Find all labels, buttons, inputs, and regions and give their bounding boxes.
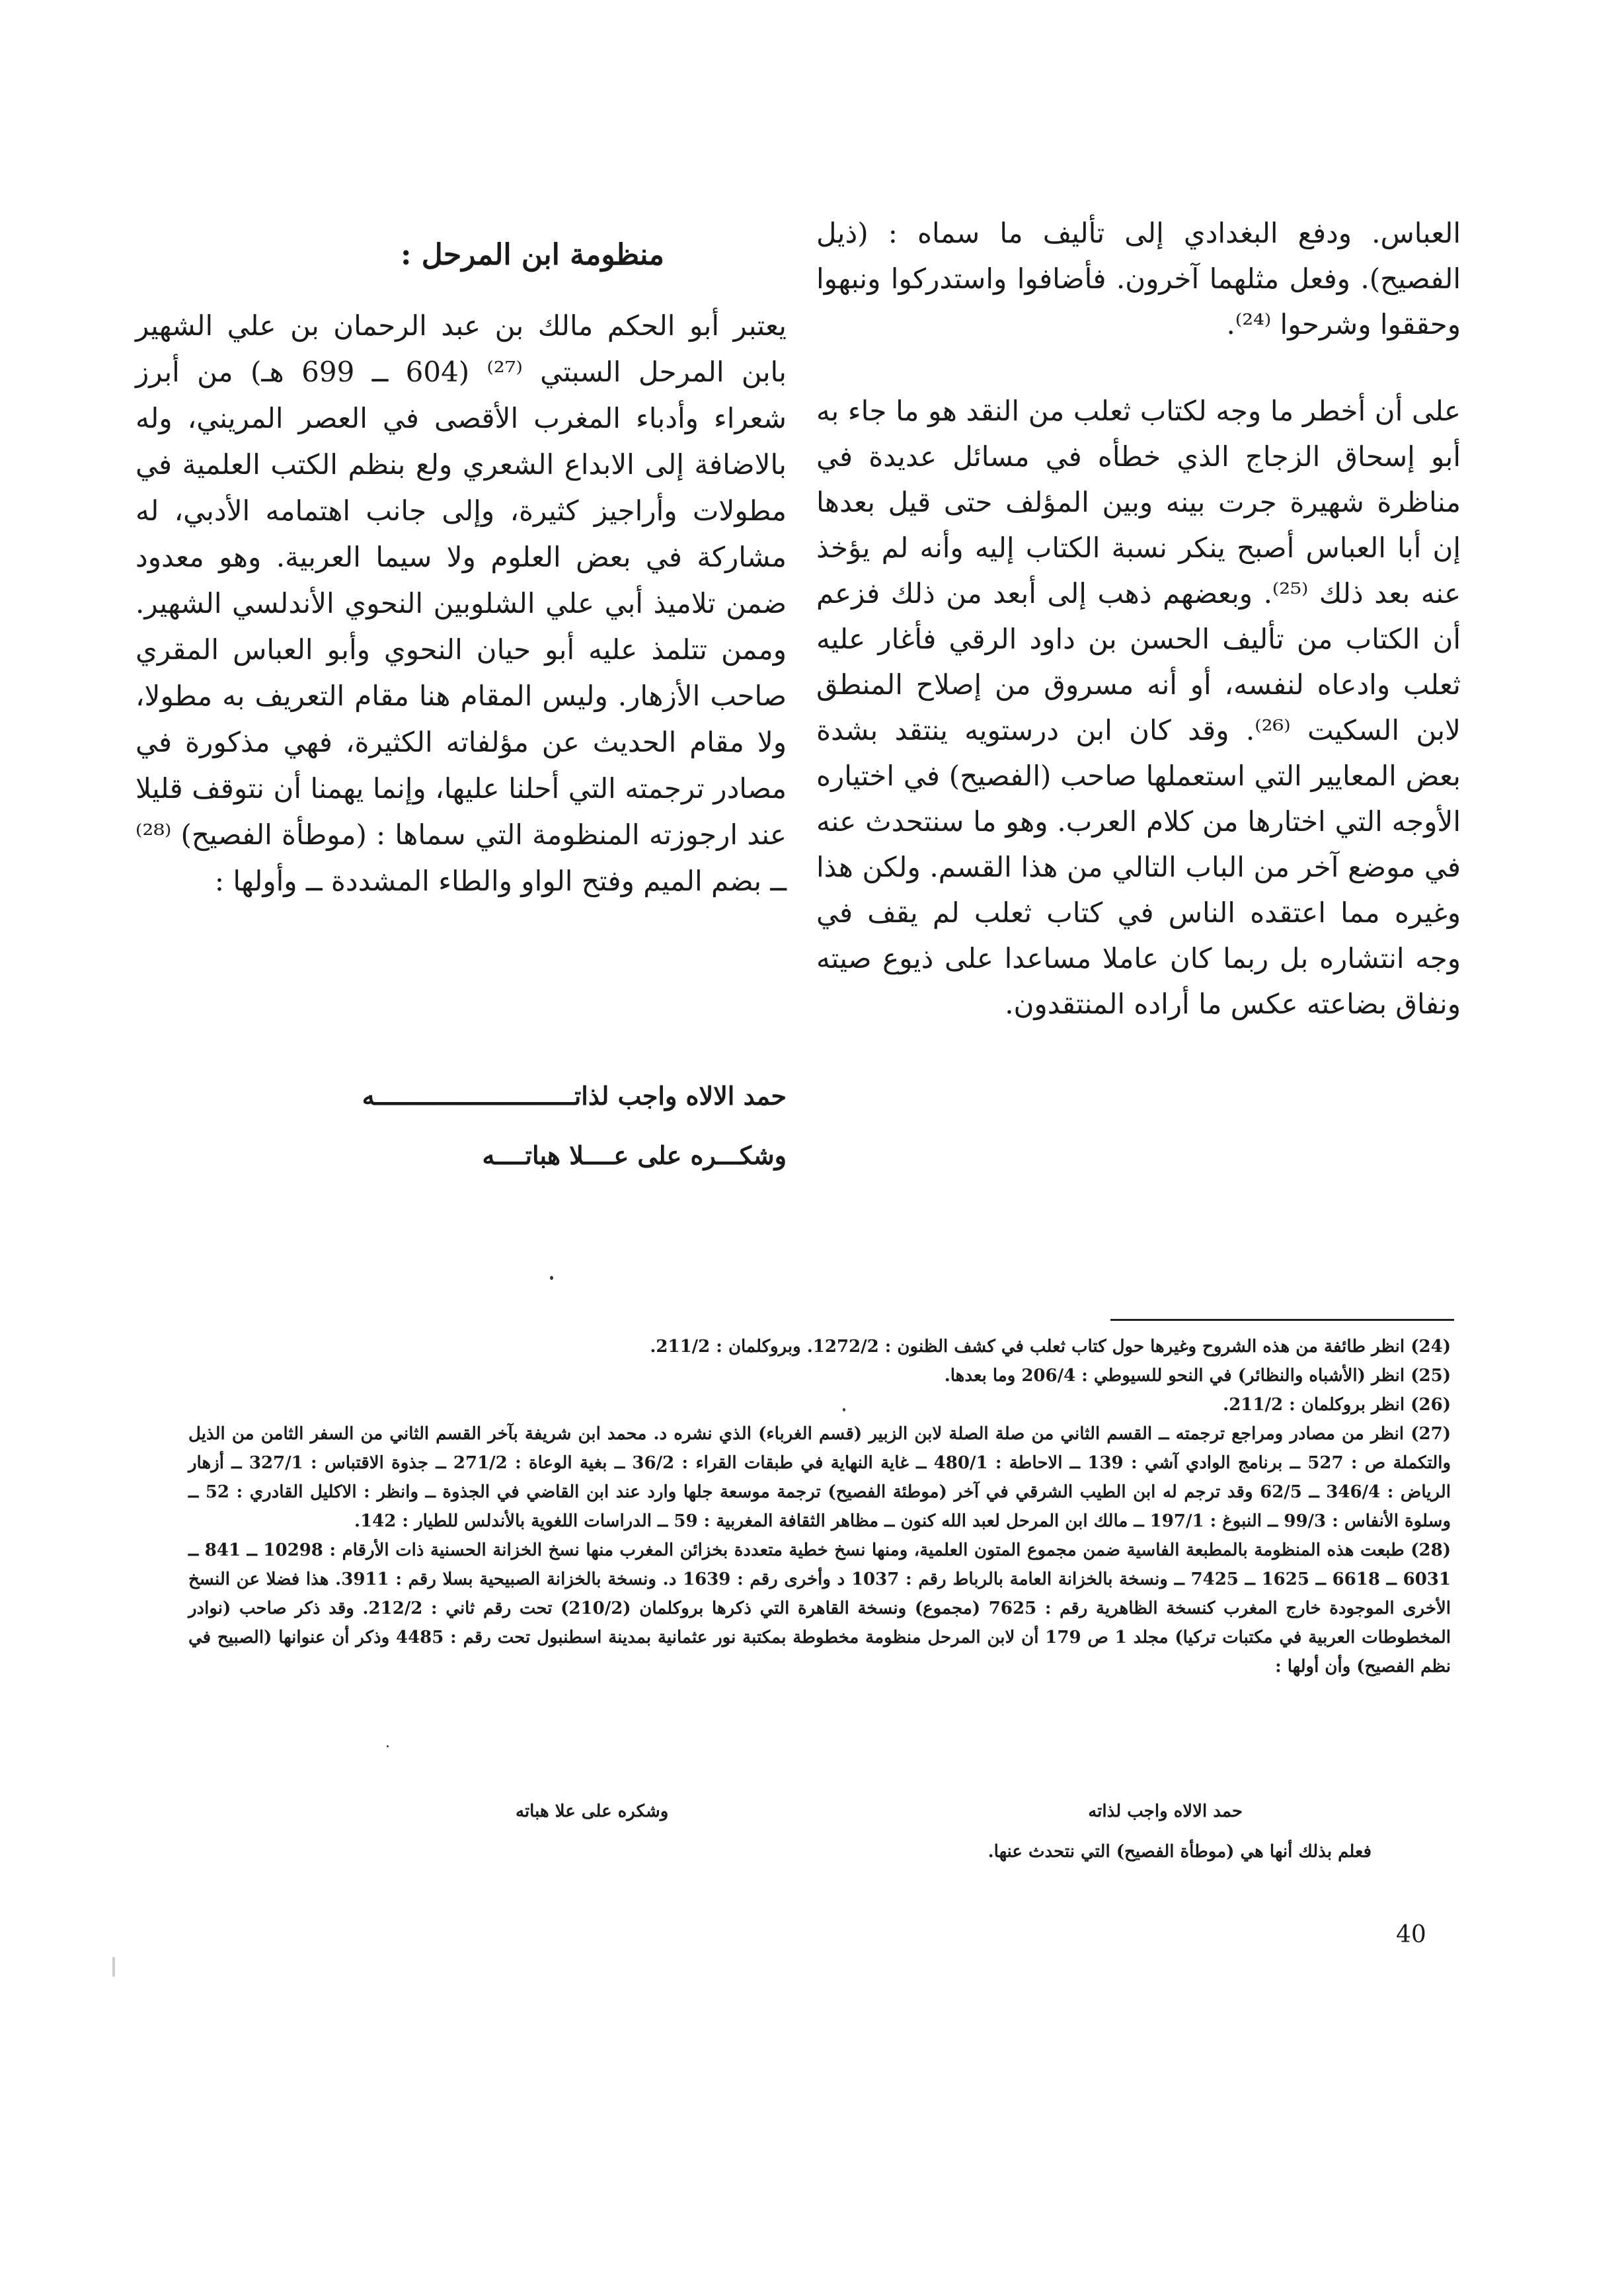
footnote-27: (27) انظر من مصادر ومراجع ترجمته ــ القسم الثاني من صلة الصلة لابن الزبير (قسم الغرباء) الذي نشره د. محمد ابن شريفة بآخر القسم الثاني من السفر الثامن من الذيل والتكملة ص : 527 ــ برنامج الوادي آشي : 139 ــ الاحاطة : 480/1 ــ غاية النهاية في طبقات القراء : 36/2 ــ بغية الوعاة : 271/2 ــ جذوة الاقتباس : 327/1 ــ أزهار الرياض : 346/4 ــ 62/5 وقد ترجم له ابن الطيب الشرقي في آخر (موطئة الفصيح) ترجمة موسعة جلها وارد عند ابن القاضي في الجذوة ــ وانظر : الاكليل القادري : 52 ــ وسلوة الأنفاس : 99/3 ــ النبوغ : 197/1 ــ مالك ابن المرحل لعبد الله كنون ــ مظاهر الثقافة المغربية : 59 ــ الدراسات اللغوية بالأندلس للطيار : 142. xyxy=(188,1424,1451,1531)
paragraph-ibn-almurahhal: يعتبر أبو الحكم مالك بن عبد الرحمان بن علي الشهير بابن المرحل السبتي ⁽²⁷⁾ (604 ــ 699 هـ) من أبرز شعراء وأدباء المغرب الأقصى في العصر المريني، وله بالاضافة إلى الابداع الشعري ولع بنظم الكتب العلمية في مطولات وأراجيز كثيرة، وإلى جانب اهتمامه الأدبي، له مشاركة في بعض العلوم ولا سيما العربية. وهو معدود ضمن تلاميذ أبي علي الشلوبين النحوي الأندلسي الشهير. وممن تتلمذ عليه أبو حيان النحوي وأبو العباس المقري صاحب الأزهار. وليس المقام هنا مقام التعريف به مطولا، ولا مقام الحديث عن مؤلفاته الكثيرة، فهي مذكورة في مصادر ترجمته التي أحلنا عليها، وإنما يهمنا أن نتوقف قليلا عند ارجوزته المنظومة التي سماها : (موطأة الفصيح) ⁽²⁸⁾ ــ بضم الميم وفتح الواو والطاء المشددة ــ وأولها : xyxy=(135,309,787,897)
footnote-25: (25) انظر (الأشباه والنظائر) في النحو للسيوطي : 206/4 وما بعدها. xyxy=(944,1366,1451,1386)
section-title: منظومة ابن المرحل : xyxy=(401,238,664,272)
verse-line-1-kashida: ـــــــــــــــــــــــــه xyxy=(362,1081,560,1111)
page-number: 40 xyxy=(1396,1921,1426,1948)
footnote-28: (28) طبعت هذه المنظومة بالمطبعة الفاسية ضمن مجموع المتون العلمية، ومنها نسخ خطية متعددة بخزائن المغرب منها نسخ الخزانة الحسنية ذات الأرقام : 10298 ــ 841 ــ 6031 ــ 6618 ــ 1625 ــ 7425 ــ ونسخة بالخزانة العامة بالرباط رقم : 1037 د وأخرى رقم : 1639 د. ونسخة بالخزانة الصبيحية بسلا رقم : 3911. هذا فضلا عن النسخ الأخرى الموجودة خارج المغرب كنسخة الظاهرية رقم : 7625 (مجموع) ونسخة القاهرة التي ذكرها بروكلمان (210/2) تحت رقم ثاني : 212/2. وقد ذكر صاحب (نوادر المخطوطات العربية في مكتبات تركيا) مجلد 1 ص 179 أن لابن المرحل منظومة مخطوطة بمكتبة نور عثمانية بمدينة اسطنبول تحت رقم : 4485 وذكر أن عنوانها (الصبيح في نظم الفصيح) وأن أولها : xyxy=(188,1540,1451,1677)
footnote-conclusion: فعلم بذلك أنها هي (موطأة الفصيح) التي نتحدث عنها. xyxy=(987,1842,1372,1862)
footnote-26: (26) انظر بروكلمان : 211/2. xyxy=(1223,1395,1451,1415)
left-column xyxy=(135,303,787,904)
footnote-24: (24) انظر طائفة من هذه الشروح وغيرها حول كتاب ثعلب في كشف الظنون : 1272/2. وبروكلمان : 211/2. xyxy=(650,1337,1451,1357)
right-column xyxy=(816,210,1461,1027)
footnote-separator xyxy=(1110,1319,1454,1321)
verse-line-1 xyxy=(135,1081,787,1111)
footnotes xyxy=(188,1332,1451,1681)
paragraph-criticism: على أن أخطر ما وجه لكتاب ثعلب من النقد هو ما جاء به أبو إسحاق الزجاج الذي خطأه في مسائل عديدة في مناظرة شهيرة جرت بينه وبين المؤلف حتى قيل بعدها إن أبا العباس أصبح ينكر نسبة الكتاب إليه وأنه لم يؤخذ عنه بعد ذلك ⁽²⁵⁾. وبعضهم ذهب إلى أبعد من ذلك فزعم أن الكتاب من تأليف الحسن بن داود الرقي فأغار عليه ثعلب وادعاه لنفسه، أو أنه مسروق من إصلاح المنطق لابن السكيت ⁽²⁶⁾. وقد كان ابن درستويه ينتقد بشدة بعض المعايير التي استعملها صاحب (الفصيح) في اختياره الأوجه التي اختارها من كلام العرب. وهو ما سنتحدث عنه في موضع آخر من الباب التالي من هذا القسم. ولكن هذا وغيره مما اعتقده الناس في كتاب ثعلب لم يقف في وجه انتشاره بل ربما كان عاملا مساعدا على ذيوع صيته ونفاق بضاعته عكس ما أراده المنتقدون. xyxy=(816,395,1461,1020)
verse-line-1-text: حمد الالاه واجب لذاتــ xyxy=(559,1081,787,1111)
verse-line-2-text: وشكـــره على عــــلا هباتــــه xyxy=(482,1140,787,1170)
verse-line-2 xyxy=(135,1140,787,1170)
footnote-verse-first-hemistich: حمد الالاه واجب لذاته xyxy=(1088,1801,1243,1821)
footnote-verse xyxy=(516,1801,1243,1821)
scan-speck xyxy=(550,1276,553,1280)
scan-speck xyxy=(843,1408,845,1411)
scan-speck xyxy=(112,1957,115,1977)
footnote-verse-second-hemistich: وشكره على علا هباته xyxy=(516,1801,669,1821)
paragraph-continuation: العباس. ودفع البغدادي إلى تأليف ما سماه : (ذيل الفصيح). وفعل مثلهما آخرون. فأضافوا واستدركوا ونبهوا وحققوا وشرحوا ⁽²⁴⁾. xyxy=(816,217,1461,340)
paragraph-gap xyxy=(816,347,1461,388)
scan-speck xyxy=(387,1745,389,1747)
